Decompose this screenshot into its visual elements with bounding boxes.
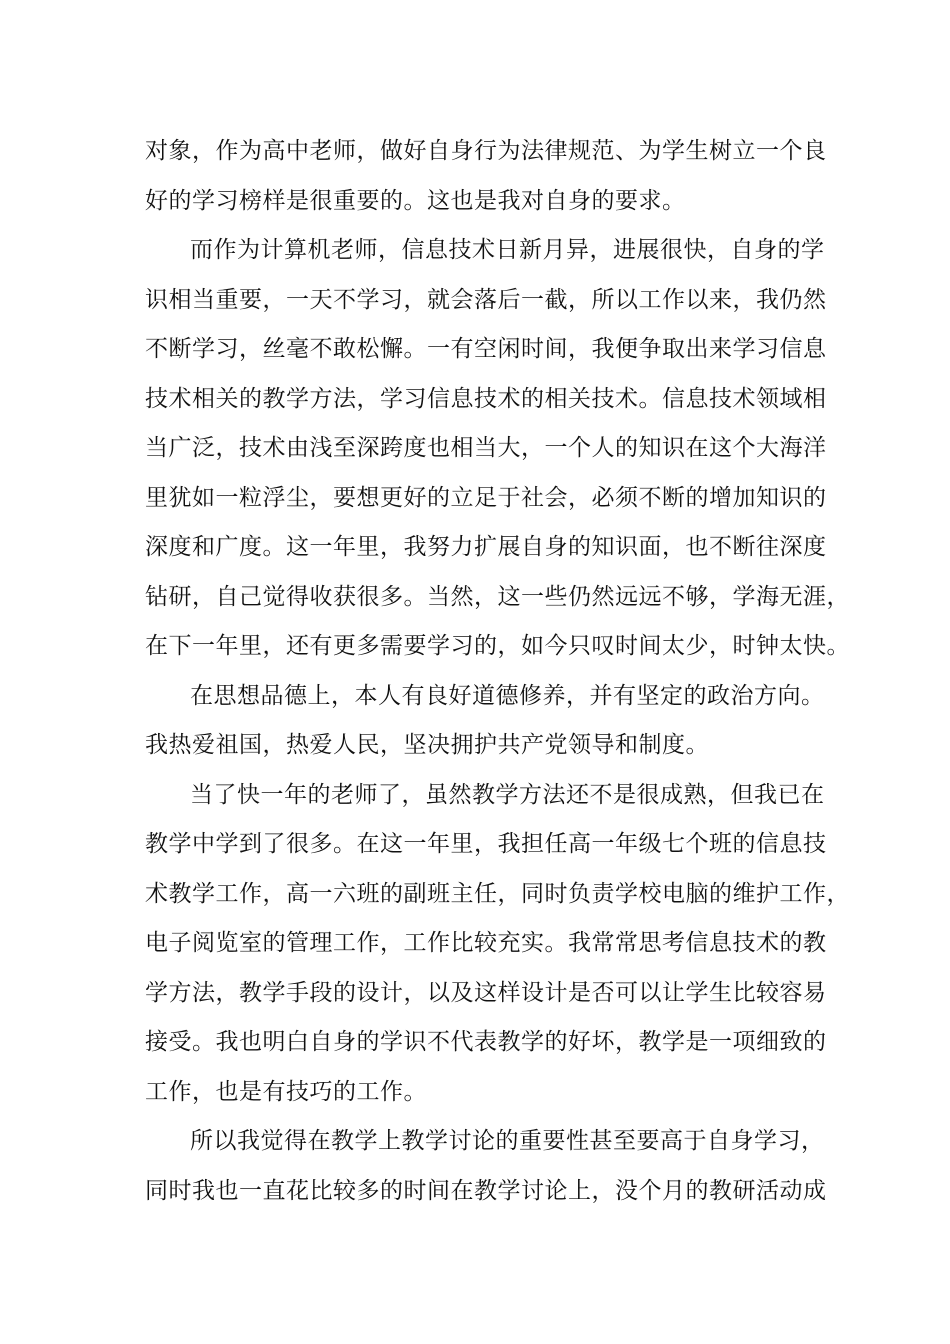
text-line: 同时我也一直花比较多的时间在教学讨论上，没个月的教研活动成 <box>145 1177 827 1204</box>
document-body <box>145 127 850 1216</box>
text-line: 术教学工作，高一六班的副班主任，同时负责学校电脑的维护工作， <box>145 880 850 907</box>
text-line: 深度和广度。这一年里，我努力扩展自身的知识面，也不断往深度 <box>145 534 827 560</box>
text-line: 我热爱祖国，热爱人民，坚决拥护共产党领导和制度。 <box>145 732 709 758</box>
text-line: 电子阅览室的管理工作，工作比较充实。我常常思考信息技术的教 <box>145 930 827 956</box>
paragraph-start-line: 所以我觉得在教学上教学讨论的重要性甚至要高于自身学习， <box>190 1128 825 1154</box>
text-line: 不断学习，丝毫不敢松懈。一有空闲时间，我便争取出来学习信息 <box>145 336 827 362</box>
text-line: 工作，也是有技巧的工作。 <box>145 1078 427 1105</box>
text-line: 钻研，自己觉得收获很多。当然，这一些仍然远远不够，学海无涯， <box>145 583 850 610</box>
paragraph-start-line: 而作为计算机老师，信息技术日新月异，进展很快，自身的学 <box>190 237 825 263</box>
text-line: 对象，作为高中老师，做好自身行为法律规范、为学生树立一个良 <box>145 138 827 164</box>
text-line: 技术相关的教学方法，学习信息技术的相关技术。信息技术领域相 <box>145 385 827 412</box>
text-line: 学方法，教学手段的设计，以及这样设计是否可以让学生比较容易 <box>145 979 827 1006</box>
text-line: 识相当重要，一天不学习，就会落后一截，所以工作以来，我仍然 <box>145 286 827 313</box>
text-line: 接受。我也明白自身的学识不代表教学的好坏，教学是一项细致的 <box>145 1029 827 1055</box>
paragraph-start-line: 在思想品德上，本人有良好道德修养，并有坚定的政治方向。 <box>190 682 825 709</box>
text-line: 好的学习榜样是很重要的。这也是我对自身的要求。 <box>145 187 686 214</box>
text-line: 里犹如一粒浮尘，要想更好的立足于社会，必须不断的增加知识的 <box>145 484 827 511</box>
text-line: 教学中学到了很多。在这一年里，我担任高一年级七个班的信息技 <box>145 831 827 857</box>
paragraph-start-line: 当了快一年的老师了，虽然教学方法还不是很成熟，但我已在 <box>190 781 825 808</box>
text-line: 在下一年里，还有更多需要学习的，如今只叹时间太少，时钟太快。 <box>145 633 850 659</box>
text-line: 当广泛，技术由浅至深跨度也相当大，一个人的知识在这个大海洋 <box>145 435 827 461</box>
